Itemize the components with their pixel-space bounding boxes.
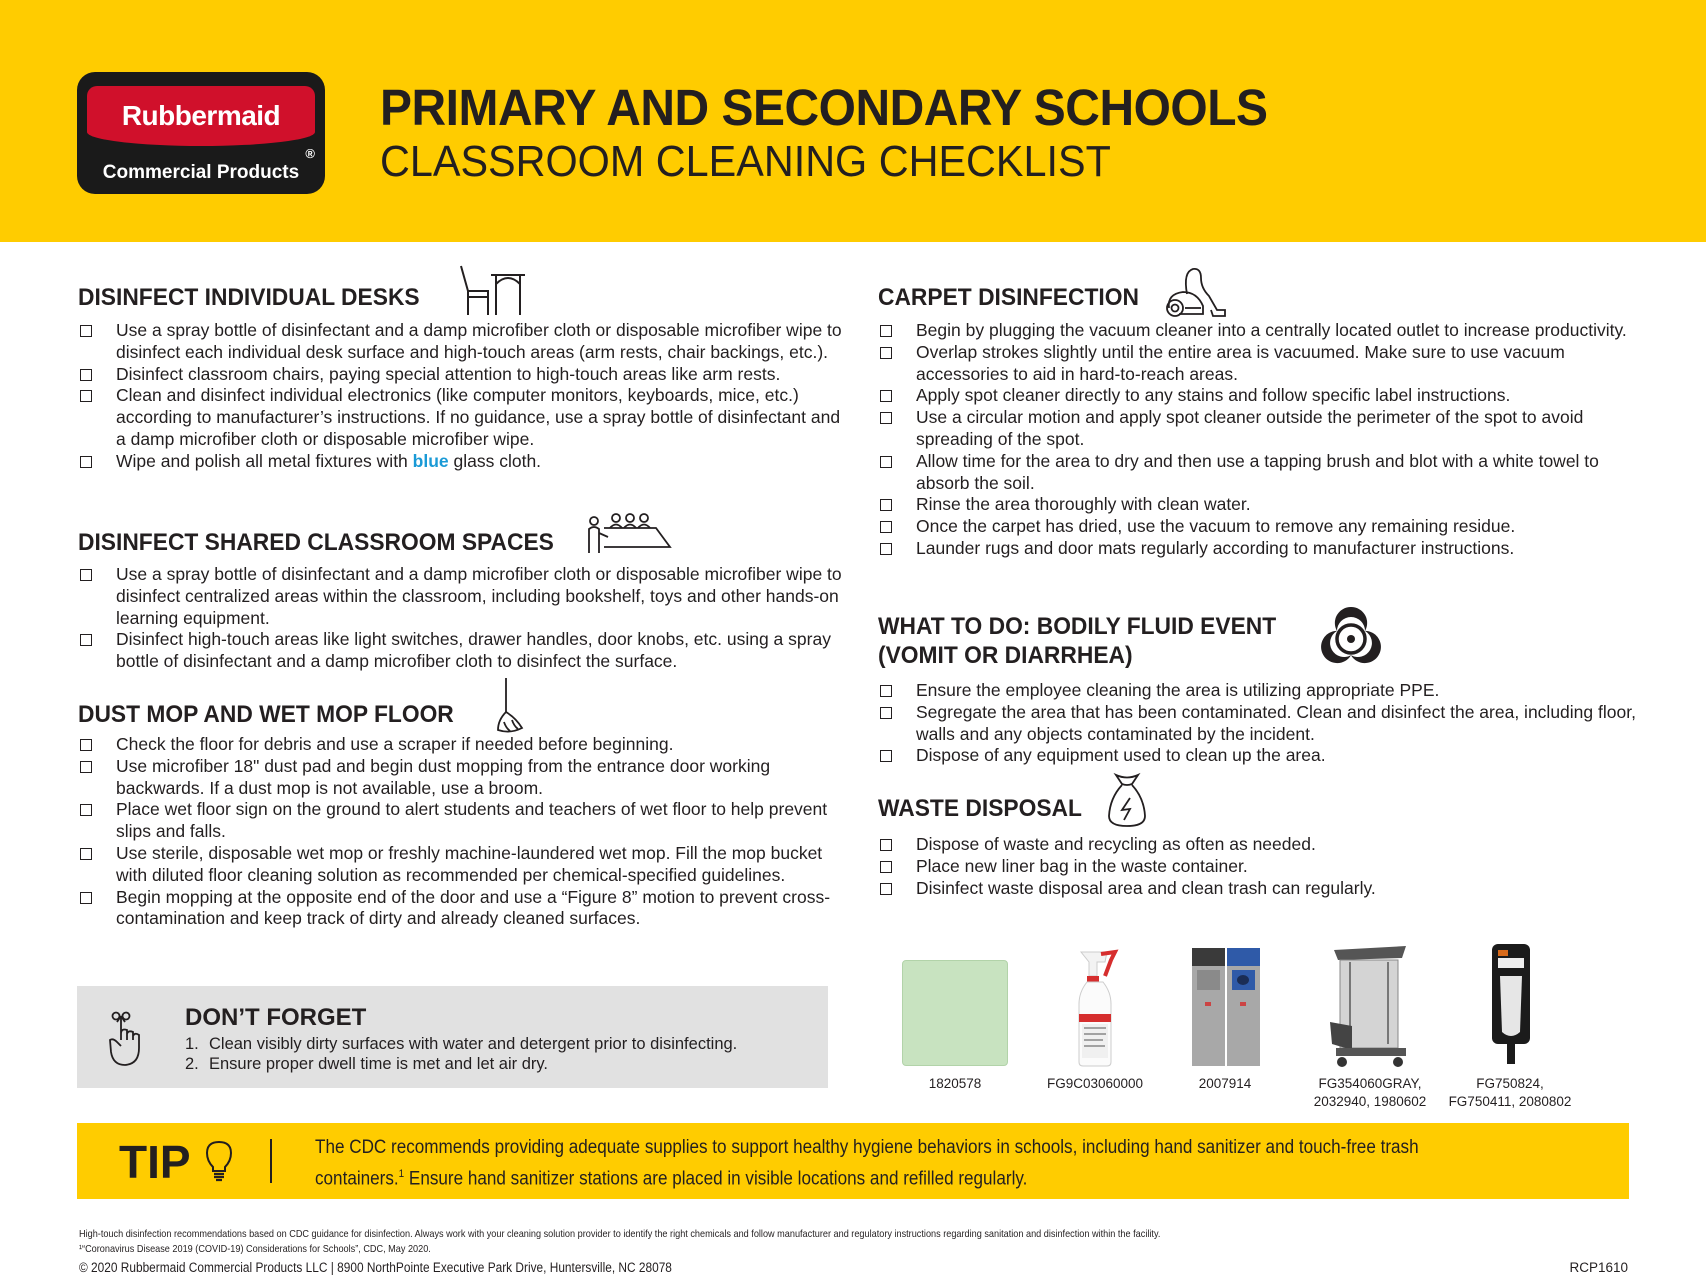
checkbox[interactable] (880, 325, 892, 337)
product-code: 1820578 (928, 1076, 982, 1091)
recycling-station-image (1190, 946, 1262, 1068)
page-title: PRIMARY AND SECONDARY SCHOOLS (380, 79, 1268, 136)
product-code: FG354060GRAY, 2032940, 1980602 (1313, 1076, 1427, 1109)
checklist-item[interactable]: Place wet floor sign on the ground to alert students and teachers of wet floor to help prevent slips and falls. (78, 799, 848, 843)
product-code: FG9C03060000 (1046, 1076, 1144, 1091)
checkbox[interactable] (880, 412, 892, 424)
sanitizer-dispenser-image (1490, 942, 1532, 1066)
lightbulb-icon (205, 1139, 233, 1188)
checkbox[interactable] (80, 848, 92, 860)
rubbermaid-logo (77, 72, 325, 194)
header-banner (0, 0, 1706, 242)
checklist-item[interactable]: Launder rugs and door mats regularly according to manufacturer instructions. (878, 538, 1648, 560)
section-title: DUST MOP AND WET MOP FLOOR (78, 701, 454, 728)
section-mop-floor (78, 692, 848, 930)
section-shared-spaces (78, 518, 848, 673)
section-title-line1: WHAT TO DO: BODILY FLUID EVENT (878, 613, 1277, 640)
dont-forget-box (77, 986, 828, 1088)
checklist-item[interactable]: Segregate the area that has been contaminated. Clean and disinfect the area, including floor, walls and any objects contaminated by the incident. (878, 702, 1648, 746)
registered-mark: ® (305, 146, 315, 161)
checkbox[interactable] (880, 456, 892, 468)
list-item: 2. Ensure proper dwell time is met and let air dry. (185, 1055, 548, 1073)
tip-label: TIP (119, 1136, 191, 1188)
checklist-item[interactable]: Apply spot cleaner directly to any stains and follow specific label instructions. (878, 385, 1648, 407)
checklist-item[interactable]: Disinfect high-touch areas like light switches, drawer handles, door knobs, etc. using a spray bottle of disinfectant and a damp microfiber cloth to disinfect the surface. (78, 629, 848, 673)
checklist-item[interactable]: Wipe and polish all metal fixtures with blue glass cloth. (78, 451, 848, 473)
checklist-item[interactable]: Check the floor for debris and use a scraper if needed before beginning. (78, 734, 848, 756)
document-code: RCP1610 (1569, 1260, 1628, 1275)
biohazard-icon (1318, 606, 1384, 673)
footer-disclaimer: High-touch disinfection recommendations based on CDC guidance for disinfection. Always work with your cleaning solution provider to identify the right chemicals and follow manufacturer and regulatory instructions regarding sanitation and disinfection within the facility. (79, 1228, 1161, 1240)
section-title: CARPET DISINFECTION (878, 284, 1139, 311)
checklist-item[interactable]: Rinse the area thoroughly with clean water. (878, 494, 1648, 516)
checkbox[interactable] (880, 839, 892, 851)
checkbox[interactable] (880, 347, 892, 359)
tip-text: The CDC recommends providing adequate supplies to support healthy hygiene behaviors in schools, including hand sanitizer and touch-free trash containers.$^1$ Ensure hand sanitizer stations are placed in visible locations and refilled regularly. (315, 1137, 1419, 1190)
logo-subtitle: Commercial Products (102, 162, 300, 183)
checkbox[interactable] (880, 861, 892, 873)
checklist-item[interactable]: Begin mopping at the opposite end of the door and use a “Figure 8” motion to prevent cross-contamination and keep track of dirty and already cleaned surfaces. (78, 887, 848, 931)
vacuum-icon (1163, 266, 1229, 323)
checkbox[interactable] (80, 456, 92, 468)
tip-divider (270, 1139, 272, 1183)
checklist-item[interactable]: Place new liner bag in the waste container. (878, 856, 1648, 878)
checklist-item[interactable]: Ensure the employee cleaning the area is utilizing appropriate PPE. (878, 680, 1648, 702)
checklist-item[interactable]: Dispose of any equipment used to clean up the area. (878, 745, 1648, 767)
finger-reminder-icon (107, 1010, 151, 1073)
checklist-item[interactable]: Use a spray bottle of disinfectant and a damp microfiber cloth or disposable microfiber wipe to disinfect centralized areas within the classroom, including bookshelf, toys and other hands-on learning equipment. (78, 564, 848, 629)
section-title: DISINFECT INDIVIDUAL DESKS (78, 284, 420, 311)
footer-copyright: © 2020 Rubbermaid Commercial Products LLC | 8900 NorthPointe Executive Park Drive, Huntersville, NC 28078 (79, 1260, 672, 1275)
checklist-item[interactable]: Use a circular motion and apply spot cleaner outside the perimeter of the spot to avoid spreading of the spot. (878, 407, 1648, 451)
checklist-item[interactable]: Use a spray bottle of disinfectant and a damp microfiber cloth or disposable microfiber wipe to disinfect each individual desk surface and high-touch areas (arm rests, chair backings, etc.). (78, 320, 848, 364)
checklist-item[interactable]: Begin by plugging the vacuum cleaner into a centrally located outlet to increase productivity. (878, 320, 1648, 342)
slim-container-image (1328, 944, 1412, 1068)
trash-bag-icon (1106, 772, 1148, 833)
checklist-item[interactable]: Disinfect waste disposal area and clean trash can regularly. (878, 878, 1648, 900)
checkbox[interactable] (80, 804, 92, 816)
product-code: 2007914 (1198, 1076, 1252, 1091)
section-bodily-fluid-event (878, 612, 1648, 767)
checkbox[interactable] (80, 325, 92, 337)
classroom-icon (586, 513, 672, 560)
list-item: 1. Clean visibly dirty surfaces with water and detergent prior to disinfecting. (185, 1035, 738, 1053)
logo-brand-text: Rubbermaid (121, 100, 281, 131)
logo-brand-plate (87, 86, 315, 146)
checklist-item[interactable]: Use microfiber 18" dust pad and begin dust mopping from the entrance door working backwards. If a dust mop is not available, use a broom. (78, 756, 848, 800)
checkbox[interactable] (80, 761, 92, 773)
checkbox[interactable] (880, 883, 892, 895)
mop-icon (492, 678, 526, 739)
section-title-line2: (VOMIT OR DIARRHEA) (878, 642, 1133, 669)
checkbox[interactable] (880, 499, 892, 511)
section-waste-disposal (878, 792, 1648, 899)
checklist-item[interactable]: Disinfect classroom chairs, paying special attention to high-touch areas like arm rests. (78, 364, 848, 386)
checkbox[interactable] (80, 569, 92, 581)
desk-chair-icon (458, 264, 528, 321)
checkbox[interactable] (880, 390, 892, 402)
microfiber-cloth-image (902, 960, 1008, 1066)
checklist-item[interactable]: Use sterile, disposable wet mop or freshly machine-laundered wet mop. Fill the mop bucket with diluted floor cleaning solution as recommended per chemical-specified guidelines. (78, 843, 848, 887)
checklist-item[interactable]: Once the carpet has dried, use the vacuum to remove any remaining residue. (878, 516, 1648, 538)
checklist-item[interactable]: Clean and disinfect individual electronics (like computer monitors, keyboards, mice, etc.) according to manufacturer’s instructions. If no guidance, use a spray bottle of disinfectant and a damp microfiber cloth or disposable microfiber wipe. (78, 385, 848, 450)
footer-citation: ¹“Coronavirus Disease 2019 (COVID-19) Considerations for Schools”, CDC, May 2020. (79, 1243, 431, 1255)
dont-forget-title: DON’T FORGET (185, 1004, 367, 1031)
dont-forget-list (185, 1034, 737, 1074)
section-title: DISINFECT SHARED CLASSROOM SPACES (78, 529, 554, 556)
checklist-item[interactable]: Overlap strokes slightly until the entire area is vacuumed. Make sure to use vacuum accessories to aid in hard-to-reach areas. (878, 342, 1648, 386)
checkbox[interactable] (80, 634, 92, 646)
checkbox[interactable] (80, 390, 92, 402)
checkbox[interactable] (880, 707, 892, 719)
checkbox[interactable] (880, 750, 892, 762)
blue-highlight: blue (412, 450, 449, 471)
section-title: WASTE DISPOSAL (878, 795, 1082, 822)
checkbox[interactable] (80, 369, 92, 381)
section-disinfect-desks (78, 272, 848, 473)
tip-banner (77, 1123, 1629, 1199)
checkbox[interactable] (880, 521, 892, 533)
checklist-item[interactable]: Dispose of waste and recycling as often as needed. (878, 834, 1648, 856)
checkbox[interactable] (880, 685, 892, 697)
checkbox[interactable] (80, 739, 92, 751)
product-code: FG750824, FG750411, 2080802 (1448, 1076, 1572, 1109)
checkbox[interactable] (880, 543, 892, 555)
checklist-item[interactable]: Allow time for the area to dry and then use a tapping brush and blot with a white towel to absorb the soil. (878, 451, 1648, 495)
page-subtitle: CLASSROOM CLEANING CHECKLIST (380, 137, 1111, 186)
spray-bottle-image (1075, 948, 1119, 1068)
checkbox[interactable] (80, 892, 92, 904)
product-gallery (880, 940, 1600, 1110)
section-carpet-disinfection (878, 272, 1648, 560)
